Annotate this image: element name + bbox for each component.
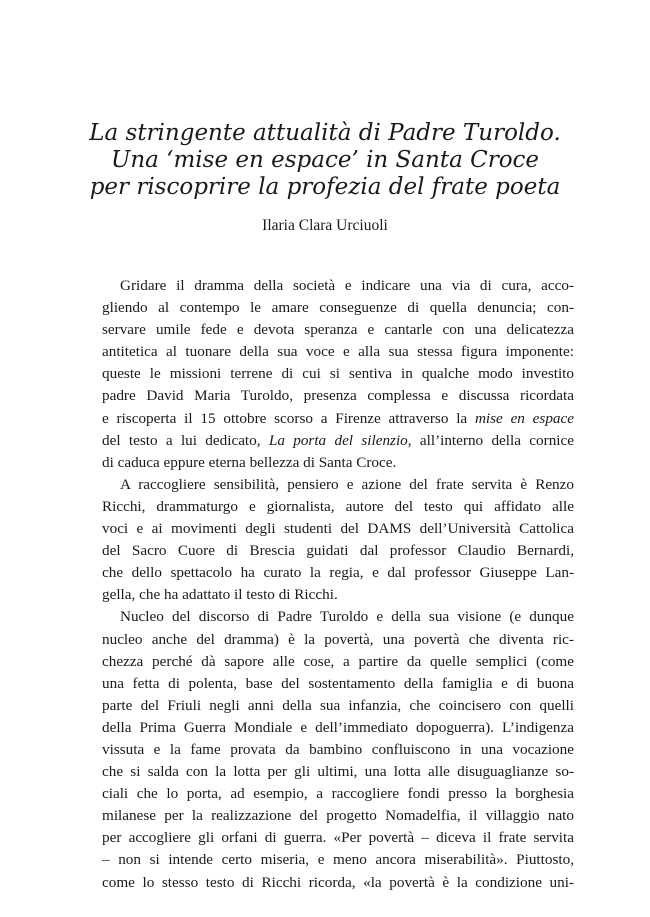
text-fragment: del testo a lui dedicato, [102,431,269,449]
italic-term: mise en espace [474,409,574,427]
text-fragment: e riscoperta il 15 ottobre scorso a Firenze attraverso la [102,409,475,427]
text-line: del Sacro Cuore di Brescia guidati dal professor Claudio Bernardi, [102,542,574,560]
text-line: che si salda con la lotta per gli ultimi, una lotta alle disuguaglianze so- [102,763,574,781]
text-line: padre David Maria Turoldo, presenza complessa e discussa ricordata [102,387,574,405]
text-line: ciali che lo porta, ad esempio, a raccogliere fondi presso la borghesia [102,785,574,803]
text-line: come lo stesso testo di Ricchi ricorda, «la povertà è la condizione uni- [102,873,574,891]
text-line: Nucleo del discorso di Padre Turoldo e della sua visione (e dunque [120,608,574,626]
text-line: parte del Friuli negli anni della sua infanzia, che coincisero con quelli [102,696,574,714]
text-line: di caduca eppure eterna bellezza di Santa Croce. [102,453,397,471]
text-line [102,430,574,452]
text-line [102,408,574,430]
text-line: nucleo anche del dramma) è la povertà, una povertà che diventa ric- [102,630,574,648]
text-fragment: , all’interno della cornice [407,431,574,449]
text-line: voci e ai movimenti degli studenti del DAMS dell’Università Cattolica [102,520,574,538]
text-line: – non si intende certo miseria, e meno ancora miserabilità». Piuttosto, [102,851,574,869]
title-line-1: La stringente attualità di Padre Turoldo. [89,120,561,146]
article-body [102,275,574,894]
author-name: Ilaria Clara Urciuoli [262,217,388,234]
text-line: Ricchi, drammaturgo e giornalista, autore del testo qui affidato alle [102,497,574,515]
text-line: una fetta di polenta, base del sostentamento della famiglia e di buona [102,674,574,692]
text-line: per accogliere gli orfani di guerra. «Per povertà – diceva il frate servita [102,829,574,847]
text-line: chezza perché dà sapore alle cose, a partire da quelle semplici (come [102,652,574,670]
text-line: queste le missioni terrene di cui si sentiva in qualche modo investito [102,365,574,383]
text-line: milanese per la realizzazione del progetto Nomadelfia, il villaggio nato [102,807,574,825]
text-line: gella, che ha adattato il testo di Ricchi. [102,586,338,604]
text-line: della Prima Guerra Mondiale e dell’immediato dopoguerra). L’indigenza [102,718,574,736]
title-line-2: Una ‘mise en espace’ in Santa Croce [110,147,540,173]
article-title [0,120,650,201]
paragraph-1 [102,275,574,474]
paragraph-2 [102,474,574,607]
text-line: antitetica al tuonare della sua voce e alla sua stessa figura imponente: [102,343,574,361]
title-line-3: per riscoprire la profezia del frate poeta [89,174,561,200]
text-line: che dello spettacolo ha curato la regia, e dal professor Giuseppe Lan- [102,564,574,582]
text-line: Gridare il dramma della società e indicare una via di cura, acco- [120,277,574,294]
text-line: gliendo al contempo le amare conseguenze di quella denuncia; con- [102,299,574,317]
text-line: servare umile fede e devota speranza e cantarle con una delicatezza [102,321,574,339]
text-line: vissuta e la fame provata da bambino confluiscono in una vocazione [102,740,574,758]
text-line: A raccogliere sensibilità, pensiero e azione del frate servita è Renzo [120,475,574,493]
paragraph-3 [102,606,574,893]
work-title: La porta del silenzio [268,431,408,449]
